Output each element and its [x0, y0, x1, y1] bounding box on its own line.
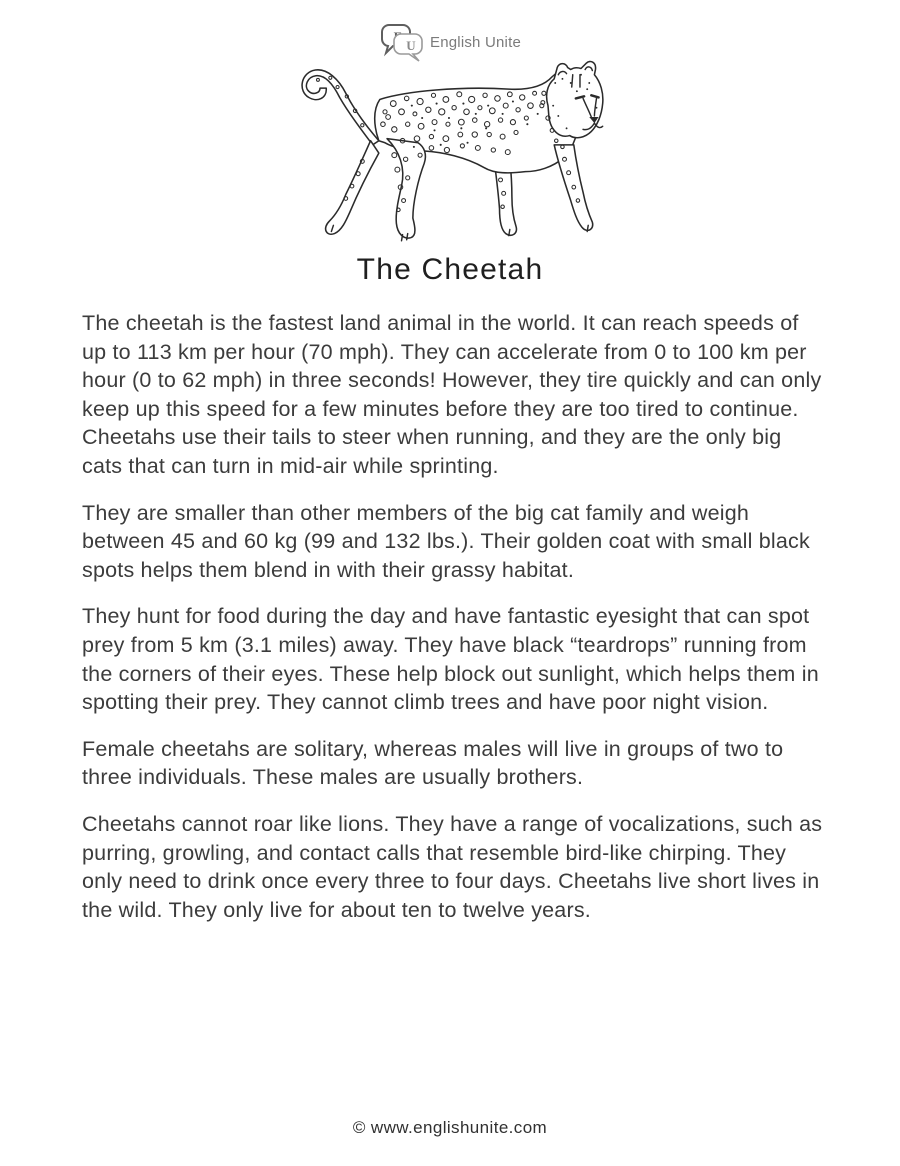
copyright-text: © www.englishunite.com [352, 1118, 548, 1137]
paragraph-3: They hunt for food during the day and have fantastic eyesight that can spot prey from 5 km (3.1 miles) away. They have black “teardrops” running from the corners of their eyes. These help block out sunlight, which helps them in spotting their prey. They cannot climb trees and have poor night vision. [82, 604, 819, 715]
footer [0, 1118, 900, 1166]
cheetah-illustration [0, 52, 900, 253]
logo-text: English Unite [430, 33, 521, 51]
paragraph-4: Female cheetahs are solitary, whereas males will live in groups of two to three individuals. These males are usually brothers. [82, 736, 784, 790]
article [0, 309, 900, 942]
paragraph-1: The cheetah is the fastest land animal in the world. It can reach speeds of up to 113 km per hour (70 mph). They can accelerate from 0 to 100 km per hour (0 to 62 mph) in three seconds! However, they tire quickly and can only keep up this speed for a few minutes before they are too tired to continue. Cheetahs use their tails to steer when running, and they are the only big cats that can turn in mid-air while sprinting. [82, 311, 822, 478]
paragraph-2: They are smaller than other members of the big cat family and weigh between 45 and 60 kg (99 and 132 lbs.). Their golden coat with small black spots helps them blend in with their grassy habitat. [82, 500, 810, 582]
logo-letter-u: U [406, 38, 416, 53]
paragraph-5: Cheetahs cannot roar like lions. They have a range of vocalizations, such as purring, growling, and contact calls that resemble bird-like chirping. They only need to drink once every three to four days. Cheetahs live short lives in the wild. They only live for about ten to twelve years. [82, 811, 823, 922]
page-title: The Cheetah [356, 253, 544, 286]
cheetah-line-art [290, 52, 610, 248]
